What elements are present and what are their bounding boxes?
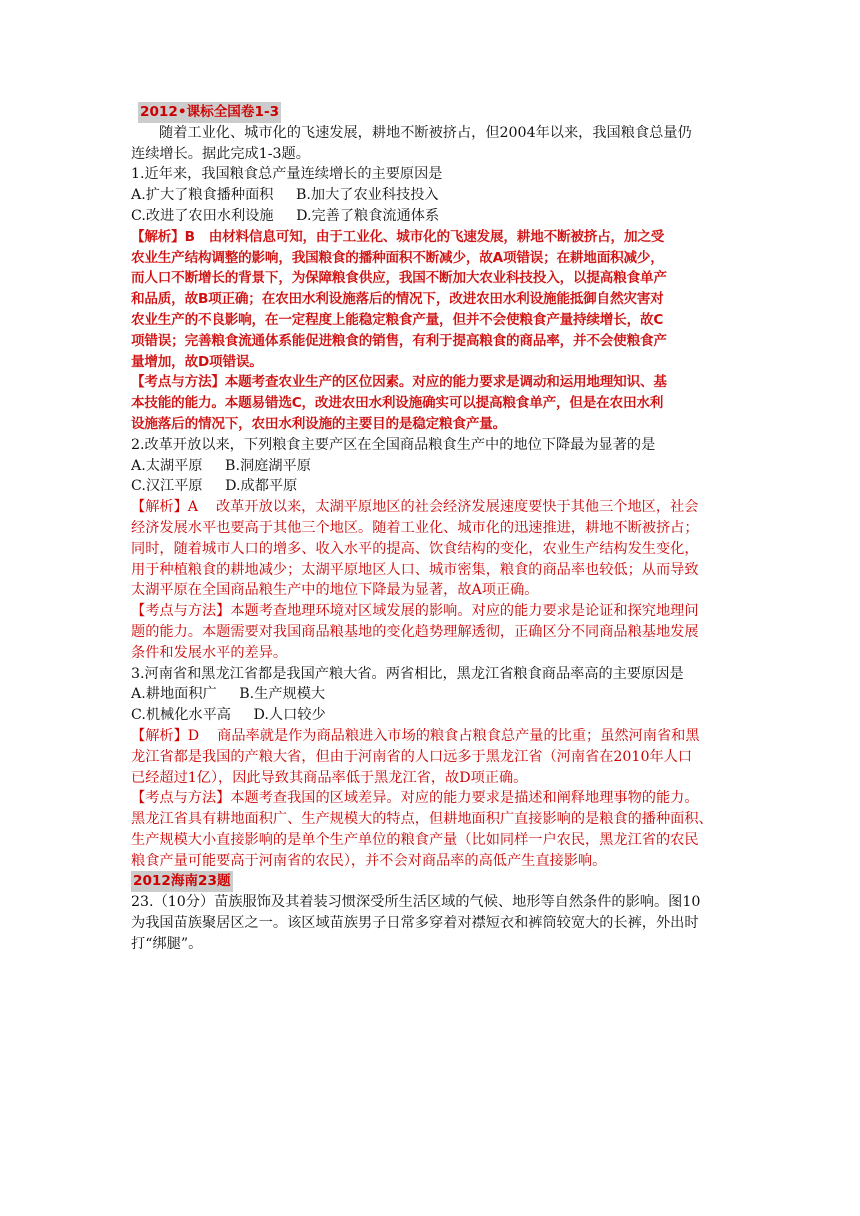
q2-analysis-line-2: 经济发展水平也要高于其他三个地区。随着工业化、城市化的迅速推进，耕地不断被挤占；: [131, 519, 699, 536]
q1-analysis-line-4: 和品质，故B项正确；在农田水利设施落后的情况下，改进农田水利设施能抵御自然灾害对: [131, 291, 664, 308]
q2-method-line-1: 【考点与方法】本题考查地理环境对区域发展的影响。对应的能力要求是论证和探究地理问: [131, 603, 699, 620]
q3-analysis-line-2: 龙江省都是我国的产粮大省，但由于河南省的人口远多于黑龙江省（河南省在2010年人口: [131, 748, 693, 765]
q3-method-line-3: 生产规模大小直接影响的是单个生产单位的粮食产量（比如同样一户农民，黑龙江省的农民: [131, 831, 699, 848]
q2-options-ab: A.太湖平原 B.洞庭湖平原: [131, 457, 311, 474]
q23-line-3: 打“绑腿”。: [131, 935, 203, 952]
q1-analysis-line-1: 【解析】B 由材料信息可知，由于工业化、城市化的飞速发展，耕地不断被挤占，加之受: [131, 228, 665, 245]
q1-analysis-tag: 【解析】B: [131, 228, 195, 245]
q2-analysis-line-5: 太湖平原在全国商品粮生产中的地位下降最为显著，故A项正确。: [131, 582, 539, 599]
q1-stem: 1.近年来，我国粮食总产量连续增长的主要原因是: [131, 166, 443, 183]
q2-method-line-2: 题的能力。本题需要对我国商品粮基地的变化趋势理解透彻，正确区分不同商品粮基地发展: [131, 623, 699, 640]
intro-line-2: 连续增长。据此完成1-3题。: [131, 145, 310, 162]
q2-analysis-line-4: 用于种植粮食的耕地减少；太湖平原地区人口、城市密集，粮食的商品率也较低；从而导致: [131, 561, 699, 578]
q1-options-cd: C.改进了农田水利设施 D.完善了粮食流通体系: [131, 207, 440, 224]
q3-method-line-4: 粮食产量可能要高于河南省的农民），并不会对商品率的高低产生直接影响。: [131, 852, 607, 869]
q2-analysis-line-3: 同时，随着城市人口的增多、收入水平的提高、饮食结构的变化，农业生产结构发生变化，: [131, 540, 699, 557]
q1-analysis-line-5: 农业生产的不良影响，在一定程度上能稳定粮食产量，但并不会使粮食产量持续增长，故C: [131, 311, 664, 328]
q2-analysis-tag: 【解析】A: [131, 499, 198, 516]
q1-method-line-3: 设施落后的情况下，农田水利设施的主要目的是稳定粮食产量。: [131, 415, 507, 432]
q2-method-tag: 【考点与方法】: [131, 603, 231, 620]
q1-method-tag: 【考点与方法】: [131, 374, 225, 391]
q23-line-1: 23.（10分）苗族服饰及其着装习惯深受所生活区域的气候、地形等自然条件的影响。图10: [131, 894, 701, 911]
q1-options-ab: A.扩大了粮食播种面积 B.加大了农业科技投入: [131, 187, 439, 204]
section-label-2012-hainan: 2012海南23题: [131, 871, 731, 892]
q1-analysis-line-3: 而人口不断增长的背景下，为保障粮食供应，我国不断加大农业科技投入，以提高粮食单产: [131, 270, 667, 287]
q3-options-ab: A.耕地面积广 B.生产规模大: [131, 686, 326, 703]
intro-line-1: 随着工业化、城市化的飞速发展，耕地不断被挤占，但2004年以来，我国粮食总量仍: [159, 124, 692, 141]
section-label-2012-national: 2012•课标全国卷1-3: [131, 102, 731, 123]
q3-options-cd: C.机械化水平高 D.人口较少: [131, 707, 326, 724]
q23-line-2: 为我国苗族聚居区之一。该区域苗族男子日常多穿着对襟短衣和裤筒较宽大的长裤，外出时: [131, 915, 699, 932]
q1-analysis-line-2: 农业生产结构调整的影响，我国粮食的播种面积不断减少，故A项错误；在耕地面积减少，: [131, 249, 664, 266]
q2-analysis-line-1: 【解析】A 改革开放以来，太湖平原地区的社会经济发展速度要快于其他三个地区，社会: [131, 499, 699, 516]
q3-analysis-line-3: 已经超过1亿），因此导致其商品率低于黑龙江省，故D项正确。: [131, 769, 528, 786]
q3-method-line-1: 【考点与方法】本题考查我国的区域差异。对应的能力要求是描述和阐释地理事物的能力。: [131, 790, 699, 807]
q2-options-cd: C.汉江平原 D.成都平原: [131, 478, 298, 495]
q1-method-line-2: 本技能的能力。本题易错选C，改进农田水利设施确实可以提高粮食单产，但是在农田水利: [131, 395, 664, 412]
document-page: [131, 102, 731, 955]
q3-analysis-tag: 【解析】D: [131, 727, 200, 744]
q3-stem: 3.河南省和黑龙江省都是我国产粮大省。两省相比，黑龙江省粮食商品率高的主要原因是: [131, 665, 684, 682]
q3-analysis-line-1: 【解析】D 商品率就是作为商品粮进入市场的粮食占粮食总产量的比重；虽然河南省和黑: [131, 727, 700, 744]
q3-method-tag: 【考点与方法】: [131, 790, 231, 807]
q1-analysis-line-7: 量增加，故D项错误。: [131, 353, 263, 370]
q3-method-line-2: 黑龙江省具有耕地面积广、生产规模大的特点，但耕地面积广直接影响的是粮食的播种面积、: [131, 811, 713, 828]
q2-method-line-3: 条件和发展水平的差异。: [131, 644, 288, 661]
q2-stem: 2.改革开放以来，下列粮食主要产区在全国商品粮食生产中的地位下降最为显著的是: [131, 436, 656, 453]
q1-method-line-1: 【考点与方法】本题考查农业生产的区位因素。对应的能力要求是调动和运用地理知识、基: [131, 374, 667, 391]
q1-analysis-line-6: 项错误；完善粮食流通体系能促进粮食的销售，有利于提高粮食的商品率，并不会使粮食产: [131, 332, 667, 349]
